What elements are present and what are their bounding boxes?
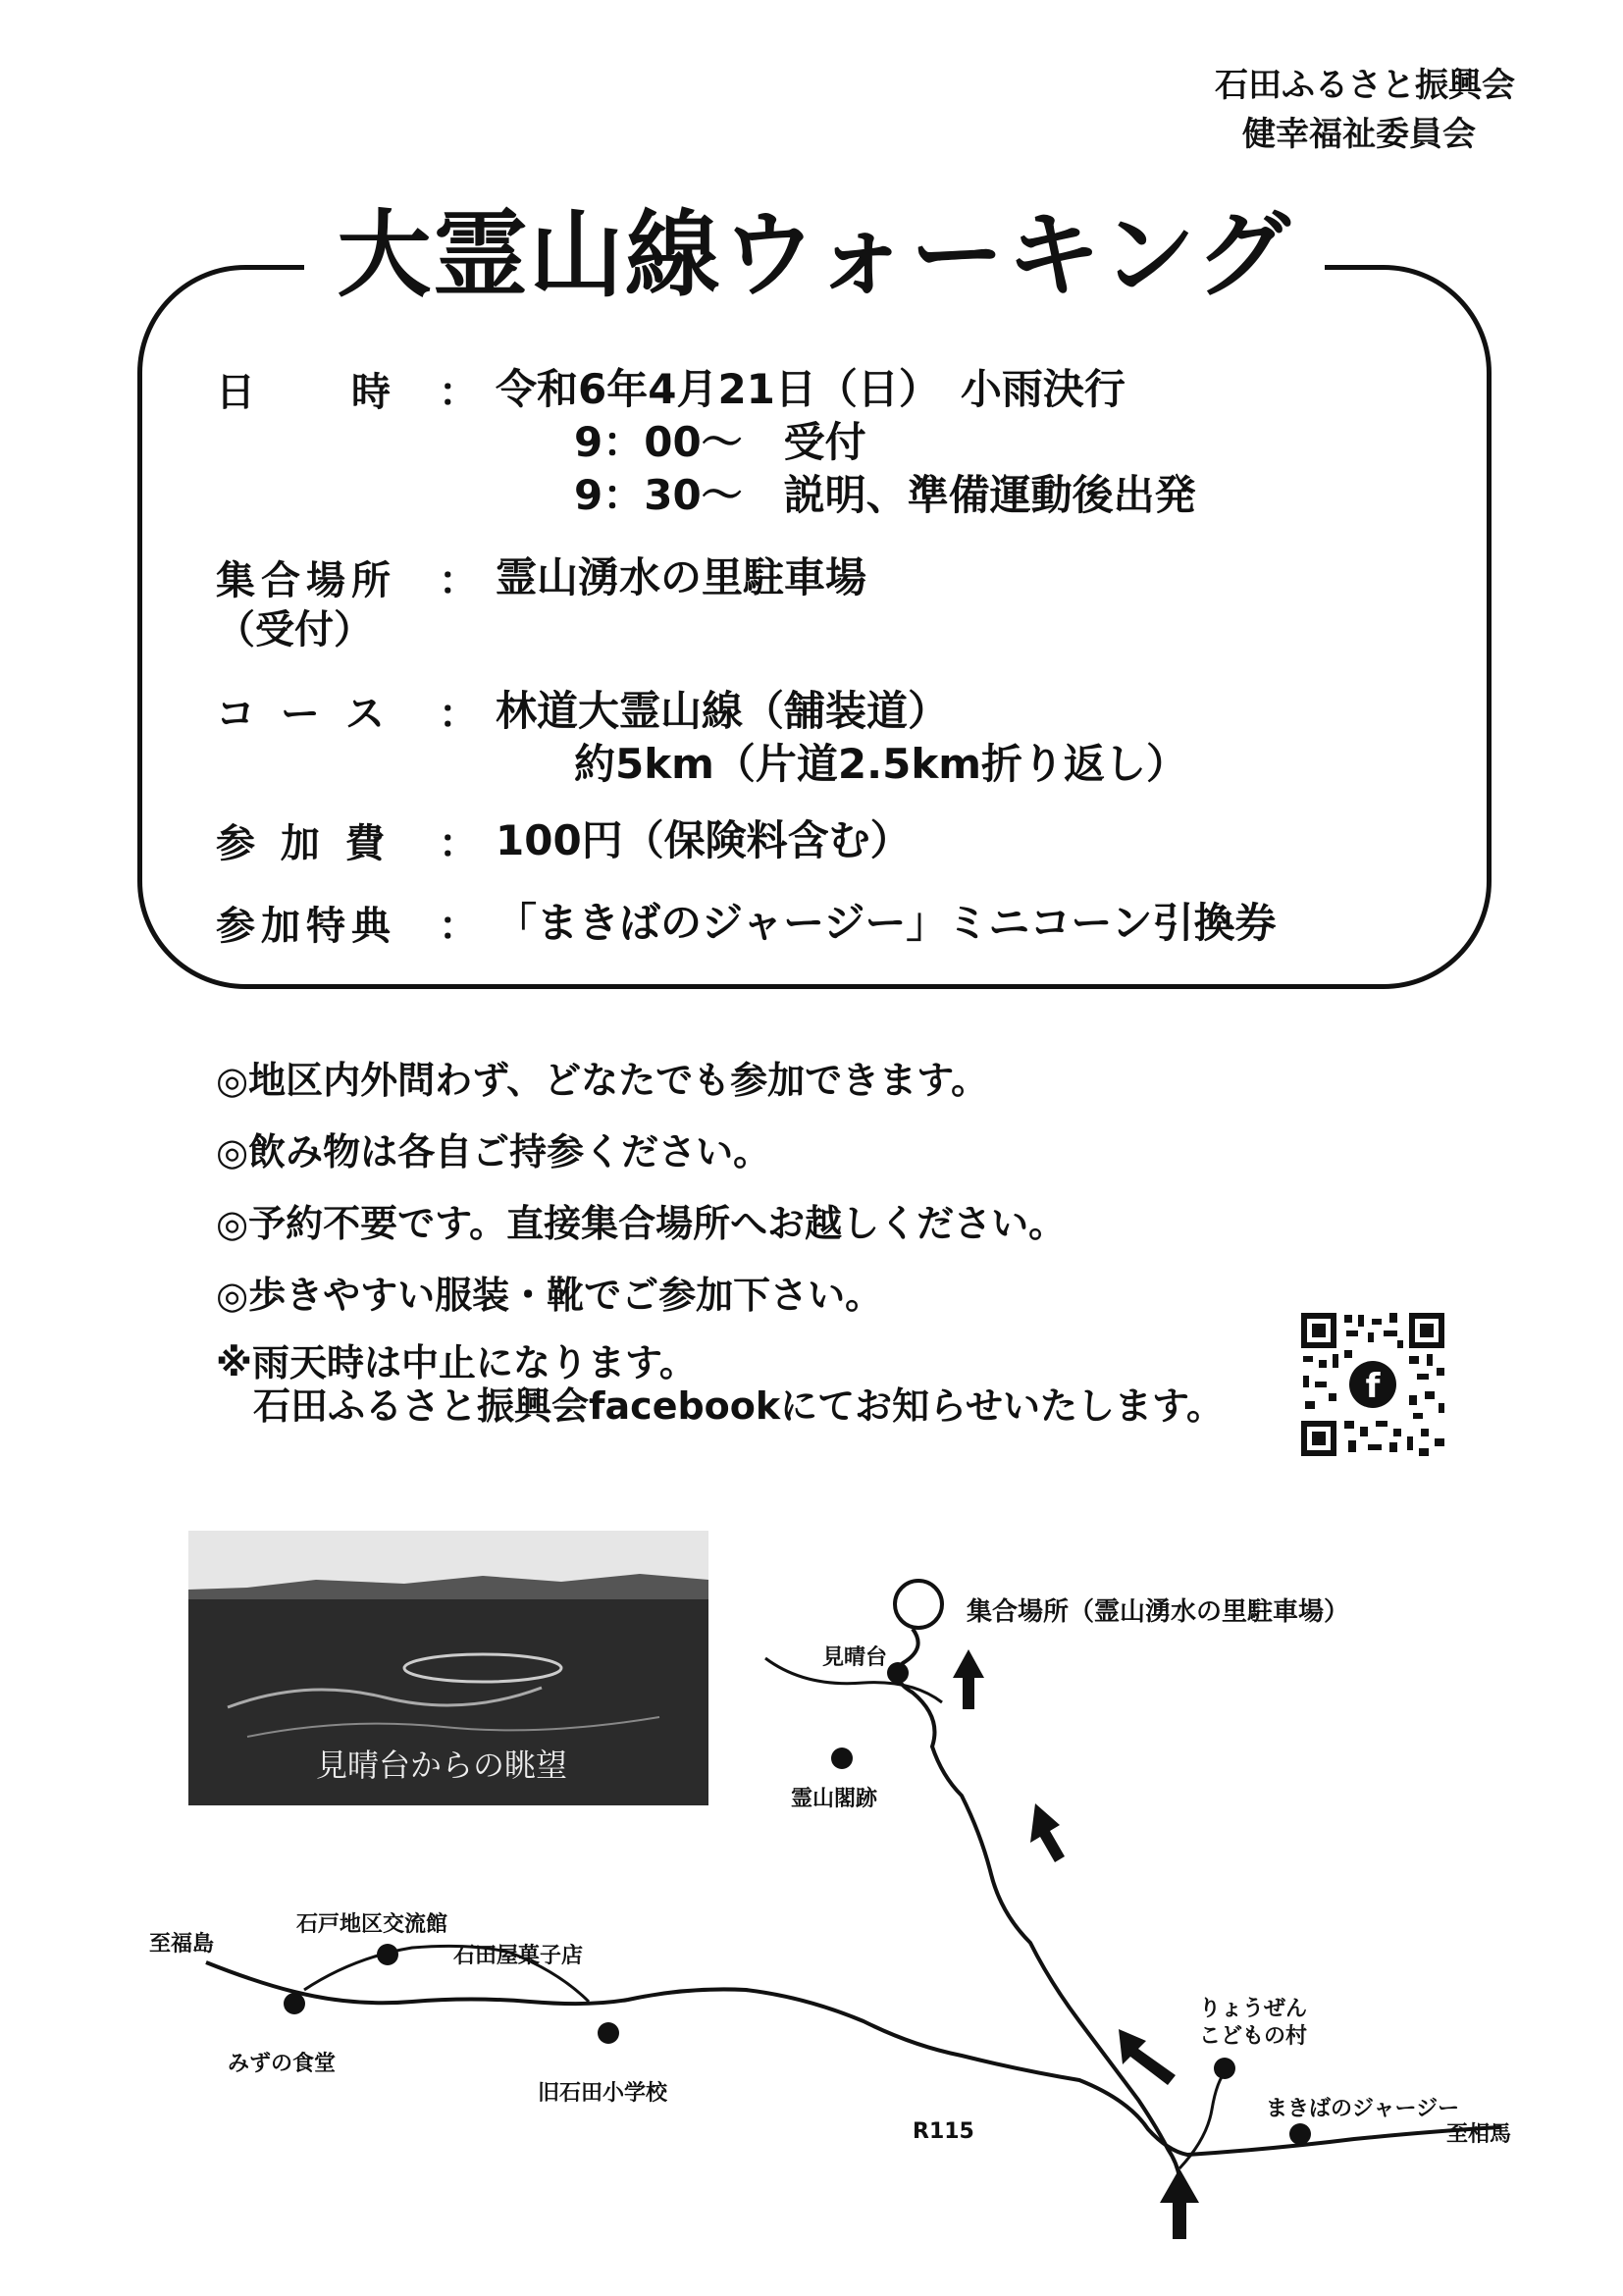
note-item: ※雨天時は中止になります。 <box>216 1341 697 1384</box>
map-jersey-label: まきばのジャージー <box>1266 2097 1460 2121</box>
colon: ： <box>439 692 478 737</box>
route-map <box>0 1511 1623 2257</box>
map-ishida-shop-label: 石田屋菓子店 <box>453 1944 584 1968</box>
colon: ： <box>439 821 478 866</box>
fee-label: 参 加 費 <box>216 821 391 866</box>
perk-label: 参加特典 <box>216 904 396 949</box>
meeting-value: 霊山湧水の里駐車場 <box>496 553 867 601</box>
perk-value: 「まきばのジャージー」ミニコーン引換券 <box>496 899 1277 947</box>
time-departure: 9：30～ 説明、準備運動後出発 <box>574 471 1196 519</box>
map-route-label: R115 <box>913 2119 974 2144</box>
meeting-sub-label: （受付） <box>216 607 373 652</box>
map-mizuno-label: みずの食堂 <box>228 2052 337 2076</box>
committee-name: 健幸福祉委員会 <box>1242 115 1476 154</box>
organizer-block <box>1103 61 1515 159</box>
time-reception: 9：00～ 受付 <box>574 418 866 466</box>
note-item: ◎歩きやすい服装・靴でご参加下さい。 <box>216 1274 883 1317</box>
map-kodomo-label-2: こどもの村 <box>1199 2024 1308 2049</box>
map-meeting-point-label: 集合場所（霊山湧水の里駐車場） <box>967 1597 1350 1627</box>
note-item: ◎予約不要です。直接集合場所へお越しください。 <box>216 1202 1067 1245</box>
datetime-label: 日 時 <box>216 370 396 415</box>
fee-value: 100円（保険料含む） <box>496 816 912 864</box>
map-old-school-label: 旧石田小学校 <box>538 2081 668 2106</box>
course-distance: 約5km（片道2.5km折り返し） <box>574 740 1188 788</box>
meeting-label: 集合場所 <box>216 558 396 603</box>
map-to-soma-label: 至相馬 <box>1446 2122 1512 2147</box>
svg-text:f: f <box>1365 1367 1381 1406</box>
event-title: 大霊山線ウォーキング <box>304 196 1325 314</box>
organizer-name: 石田ふるさと振興会 <box>1215 66 1515 105</box>
facebook-qr-code[interactable] <box>1299 1311 1446 1458</box>
course-label: コ ー ス <box>216 692 391 737</box>
datetime-value: 令和6年4月21日（日） 小雨決行 <box>496 365 1126 413</box>
note-item: ◎飲み物は各自ご持参ください。 <box>216 1130 771 1174</box>
note-item: 石田ふるさと振興会facebookにてお知らせいたします。 <box>216 1384 1224 1428</box>
map-ryozen-ato-label: 霊山閣跡 <box>791 1787 878 1811</box>
colon: ： <box>439 904 478 949</box>
colon: ： <box>439 558 478 603</box>
course-value: 林道大霊山線（舗装道） <box>496 687 950 735</box>
map-kodomo-label-1: りょうぜん <box>1199 1997 1308 2021</box>
photo-caption: 見晴台からの眺望 <box>316 1747 568 1784</box>
map-ishido-center-label: 石戸地区交流館 <box>296 1912 448 1937</box>
colon: ： <box>439 370 478 415</box>
note-item: ◎地区内外問わず、どなたでも参加できます。 <box>216 1059 989 1102</box>
map-to-fukushima-label: 至福島 <box>149 1932 215 1957</box>
map-miharashi-label: 見晴台 <box>822 1645 888 1670</box>
